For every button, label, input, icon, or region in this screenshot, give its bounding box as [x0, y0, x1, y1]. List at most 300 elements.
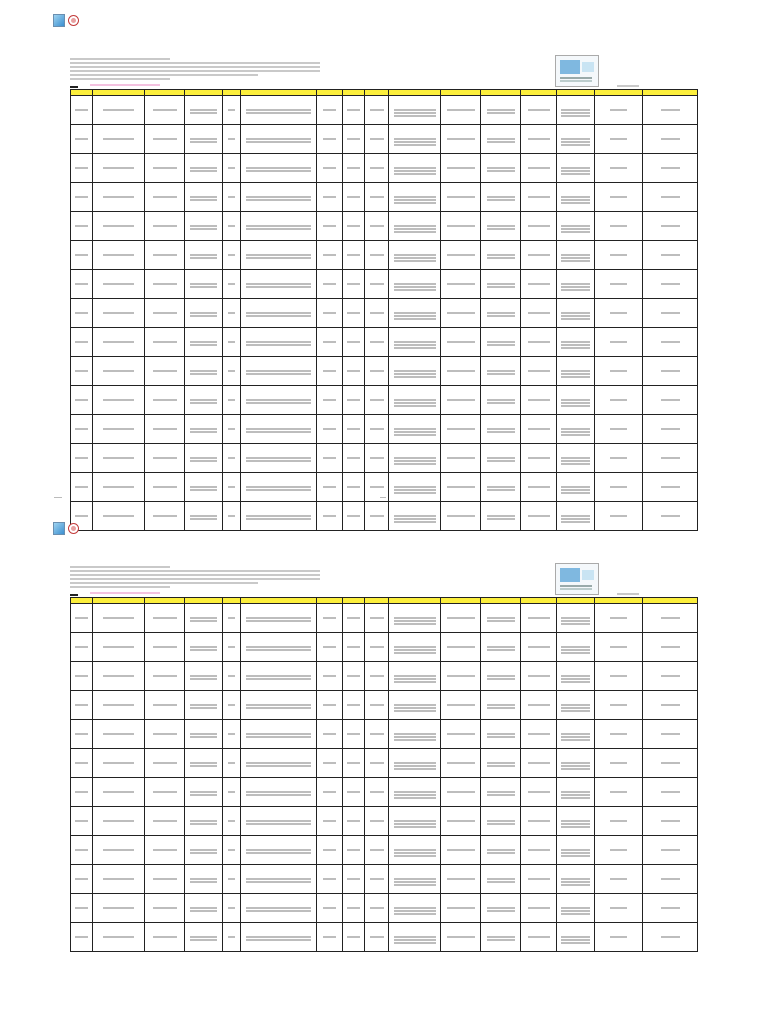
table-cell — [557, 328, 595, 357]
table-cell — [223, 183, 241, 212]
table-cell — [223, 633, 241, 662]
table-cell — [241, 444, 317, 473]
table-cell — [185, 154, 223, 183]
table-cell — [241, 415, 317, 444]
table-cell — [365, 807, 389, 836]
table-cell — [185, 778, 223, 807]
table-cell — [557, 96, 595, 125]
table-cell — [145, 183, 185, 212]
table-cell — [481, 154, 521, 183]
table-cell — [317, 125, 343, 154]
table-cell — [343, 96, 365, 125]
table-cell — [521, 865, 557, 894]
table-cell — [317, 894, 343, 923]
table-cell — [343, 836, 365, 865]
table-cell — [343, 241, 365, 270]
table-row — [71, 778, 698, 807]
table-cell — [595, 328, 643, 357]
table-cell — [481, 691, 521, 720]
table-cell — [71, 836, 93, 865]
table-cell — [643, 415, 698, 444]
table-cell — [317, 662, 343, 691]
notes-block — [70, 566, 320, 590]
shield-logo-icon — [68, 523, 79, 534]
table-cell — [71, 662, 93, 691]
table-cell — [93, 865, 145, 894]
table-row — [71, 604, 698, 633]
table-cell — [365, 415, 389, 444]
table-cell — [481, 923, 521, 952]
table-cell — [71, 299, 93, 328]
table-cell — [145, 923, 185, 952]
table-cell — [317, 96, 343, 125]
table-cell — [343, 749, 365, 778]
table-cell — [223, 865, 241, 894]
table-cell — [71, 894, 93, 923]
table-cell — [343, 386, 365, 415]
table-cell — [521, 183, 557, 212]
table-cell — [185, 807, 223, 836]
table-cell — [223, 328, 241, 357]
table-row — [71, 836, 698, 865]
table-cell — [557, 444, 595, 473]
table-cell — [595, 299, 643, 328]
table-row — [71, 183, 698, 212]
table-cell — [481, 633, 521, 662]
table-cell — [389, 836, 441, 865]
table-cell — [481, 357, 521, 386]
table-cell — [241, 270, 317, 299]
table-cell — [317, 212, 343, 241]
table-cell — [185, 749, 223, 778]
computer-logo-icon — [53, 522, 65, 535]
table-cell — [643, 662, 698, 691]
table-cell — [317, 749, 343, 778]
table-row — [71, 154, 698, 183]
notes-block — [70, 58, 320, 82]
table-cell — [145, 328, 185, 357]
table-cell — [595, 691, 643, 720]
table-cell — [643, 923, 698, 952]
table-cell — [223, 415, 241, 444]
table-cell — [481, 473, 521, 502]
table-cell — [389, 96, 441, 125]
table-cell — [145, 691, 185, 720]
table-cell — [93, 807, 145, 836]
table-cell — [93, 894, 145, 923]
table-row — [71, 125, 698, 154]
table-cell — [241, 923, 317, 952]
table-cell — [557, 154, 595, 183]
table-cell — [643, 633, 698, 662]
table-cell — [71, 720, 93, 749]
table-cell — [185, 299, 223, 328]
table-cell — [343, 604, 365, 633]
table-cell — [317, 386, 343, 415]
table-cell — [595, 473, 643, 502]
table-cell — [145, 604, 185, 633]
table-cell — [71, 386, 93, 415]
table-cell — [365, 662, 389, 691]
info-badge-image — [555, 55, 599, 87]
table-cell — [643, 778, 698, 807]
computer-logo-icon — [53, 14, 65, 27]
table-cell — [481, 444, 521, 473]
table-cell — [223, 241, 241, 270]
table-cell — [223, 357, 241, 386]
table-cell — [557, 212, 595, 241]
table-cell — [389, 270, 441, 299]
table-cell — [557, 865, 595, 894]
table-cell — [441, 894, 481, 923]
table-cell — [241, 299, 317, 328]
table-body — [71, 96, 698, 531]
table-cell — [643, 154, 698, 183]
table-cell — [521, 604, 557, 633]
table-cell — [557, 836, 595, 865]
table-cell — [93, 749, 145, 778]
table-cell — [223, 923, 241, 952]
table-cell — [145, 749, 185, 778]
table-cell — [71, 270, 93, 299]
table-cell — [241, 386, 317, 415]
table-cell — [441, 183, 481, 212]
table-cell — [343, 299, 365, 328]
table-row — [71, 241, 698, 270]
table-cell — [93, 357, 145, 386]
table-cell — [365, 604, 389, 633]
table-cell — [557, 270, 595, 299]
table-cell — [365, 299, 389, 328]
table-cell — [93, 444, 145, 473]
table-cell — [93, 154, 145, 183]
table-cell — [389, 923, 441, 952]
table-cell — [241, 894, 317, 923]
table-cell — [441, 241, 481, 270]
table-cell — [317, 183, 343, 212]
table-cell — [223, 691, 241, 720]
document-title — [300, 52, 468, 56]
table-cell — [145, 865, 185, 894]
table-cell — [481, 96, 521, 125]
table-row — [71, 662, 698, 691]
table-cell — [145, 386, 185, 415]
table-cell — [481, 662, 521, 691]
table-cell — [223, 386, 241, 415]
table-cell — [481, 604, 521, 633]
table-row — [71, 807, 698, 836]
table-row — [71, 270, 698, 299]
table-cell — [481, 894, 521, 923]
table-cell — [389, 778, 441, 807]
table-cell — [521, 836, 557, 865]
table-cell — [71, 604, 93, 633]
table-cell — [185, 328, 223, 357]
table-cell — [365, 865, 389, 894]
table-cell — [145, 633, 185, 662]
table-cell — [521, 299, 557, 328]
table-cell — [185, 386, 223, 415]
table-cell — [365, 749, 389, 778]
table-cell — [317, 633, 343, 662]
table-cell — [481, 328, 521, 357]
table-cell — [481, 270, 521, 299]
table-cell — [241, 212, 317, 241]
table-cell — [93, 299, 145, 328]
table-cell — [557, 923, 595, 952]
table-cell — [343, 212, 365, 241]
table-cell — [93, 96, 145, 125]
table-cell — [145, 125, 185, 154]
table-cell — [441, 720, 481, 749]
table-cell — [389, 154, 441, 183]
table-cell — [317, 865, 343, 894]
table-cell — [343, 720, 365, 749]
table-cell — [643, 720, 698, 749]
table-row — [71, 212, 698, 241]
table-cell — [145, 415, 185, 444]
table-cell — [441, 865, 481, 894]
table-cell — [343, 473, 365, 502]
table-cell — [241, 662, 317, 691]
table-cell — [241, 865, 317, 894]
table-cell — [71, 923, 93, 952]
table-cell — [93, 473, 145, 502]
table-cell — [595, 633, 643, 662]
table-row — [71, 386, 698, 415]
table-row — [71, 357, 698, 386]
table-cell — [223, 662, 241, 691]
table-cell — [595, 923, 643, 952]
table-cell — [223, 473, 241, 502]
table-row — [71, 444, 698, 473]
table-cell — [93, 241, 145, 270]
table-cell — [145, 807, 185, 836]
table-cell — [343, 357, 365, 386]
table-cell — [595, 778, 643, 807]
table-cell — [595, 96, 643, 125]
table-cell — [241, 328, 317, 357]
table-cell — [185, 691, 223, 720]
table-cell — [643, 604, 698, 633]
table-cell — [145, 444, 185, 473]
table-cell — [643, 807, 698, 836]
table-cell — [441, 662, 481, 691]
table-cell — [185, 633, 223, 662]
table-cell — [241, 691, 317, 720]
table-cell — [595, 865, 643, 894]
table-row — [71, 865, 698, 894]
table-cell — [317, 270, 343, 299]
table-cell — [521, 154, 557, 183]
table-cell — [71, 212, 93, 241]
table-cell — [557, 357, 595, 386]
table-cell — [71, 183, 93, 212]
document-page-1 — [0, 0, 768, 505]
table-cell — [93, 183, 145, 212]
table-cell — [145, 894, 185, 923]
table-cell — [643, 894, 698, 923]
table-cell — [557, 807, 595, 836]
table-cell — [557, 720, 595, 749]
table-cell — [521, 662, 557, 691]
table-cell — [185, 662, 223, 691]
table-body — [71, 604, 698, 952]
table-cell — [343, 328, 365, 357]
table-cell — [365, 444, 389, 473]
table-cell — [521, 386, 557, 415]
table-cell — [145, 720, 185, 749]
table-cell — [241, 473, 317, 502]
table-cell — [595, 836, 643, 865]
table-cell — [521, 749, 557, 778]
table-cell — [71, 691, 93, 720]
table-cell — [71, 633, 93, 662]
table-cell — [441, 633, 481, 662]
table-cell — [389, 299, 441, 328]
table-cell — [145, 270, 185, 299]
table-cell — [557, 894, 595, 923]
table-cell — [557, 241, 595, 270]
table-cell — [643, 270, 698, 299]
table-cell — [441, 415, 481, 444]
table-cell — [441, 807, 481, 836]
table-cell — [317, 154, 343, 183]
table-cell — [365, 720, 389, 749]
legend-key — [70, 594, 78, 596]
data-table — [70, 89, 698, 531]
table-cell — [185, 125, 223, 154]
table-cell — [595, 241, 643, 270]
table-cell — [643, 357, 698, 386]
table-row — [71, 894, 698, 923]
table-cell — [317, 604, 343, 633]
table-cell — [241, 633, 317, 662]
document-page-2 — [0, 508, 768, 1013]
table-cell — [185, 270, 223, 299]
table-cell — [223, 96, 241, 125]
table-cell — [223, 749, 241, 778]
table-cell — [145, 212, 185, 241]
table-cell — [389, 241, 441, 270]
table-cell — [389, 604, 441, 633]
table-cell — [317, 357, 343, 386]
table-cell — [595, 749, 643, 778]
table-cell — [93, 720, 145, 749]
table-cell — [145, 241, 185, 270]
info-badge-image — [555, 563, 599, 595]
table-cell — [93, 778, 145, 807]
table-cell — [441, 691, 481, 720]
table-cell — [521, 270, 557, 299]
table-cell — [185, 836, 223, 865]
table-cell — [185, 415, 223, 444]
table-cell — [595, 604, 643, 633]
table-cell — [93, 691, 145, 720]
table-cell — [241, 749, 317, 778]
table-cell — [481, 299, 521, 328]
table-cell — [365, 212, 389, 241]
table-row — [71, 299, 698, 328]
table-cell — [365, 328, 389, 357]
table-cell — [595, 357, 643, 386]
table-cell — [557, 473, 595, 502]
table-cell — [389, 212, 441, 241]
table-cell — [557, 662, 595, 691]
table-cell — [317, 241, 343, 270]
table-cell — [521, 96, 557, 125]
table-cell — [481, 720, 521, 749]
table-cell — [389, 691, 441, 720]
table-cell — [185, 604, 223, 633]
table-cell — [343, 633, 365, 662]
table-cell — [441, 778, 481, 807]
page-footer-left — [54, 497, 62, 498]
table-cell — [185, 894, 223, 923]
table-cell — [93, 633, 145, 662]
table-cell — [595, 386, 643, 415]
table-cell — [643, 386, 698, 415]
table-cell — [521, 444, 557, 473]
table-cell — [389, 125, 441, 154]
table-row — [71, 749, 698, 778]
table-cell — [241, 357, 317, 386]
table-cell — [71, 444, 93, 473]
table-cell — [185, 357, 223, 386]
table-cell — [93, 212, 145, 241]
table-cell — [389, 633, 441, 662]
table-cell — [317, 415, 343, 444]
table-cell — [521, 778, 557, 807]
table-cell — [223, 125, 241, 154]
table-cell — [223, 270, 241, 299]
table-cell — [241, 604, 317, 633]
table-cell — [595, 415, 643, 444]
table-cell — [343, 183, 365, 212]
table-cell — [71, 96, 93, 125]
table-cell — [241, 241, 317, 270]
table-cell — [643, 473, 698, 502]
table-cell — [521, 720, 557, 749]
table-cell — [389, 183, 441, 212]
table-cell — [441, 473, 481, 502]
table-cell — [389, 386, 441, 415]
table-cell — [185, 96, 223, 125]
table-cell — [71, 154, 93, 183]
table-cell — [343, 154, 365, 183]
table-cell — [595, 270, 643, 299]
table-cell — [441, 299, 481, 328]
table-cell — [241, 96, 317, 125]
table-cell — [441, 923, 481, 952]
table-cell — [481, 212, 521, 241]
table-cell — [389, 357, 441, 386]
table-row — [71, 328, 698, 357]
table-cell — [557, 415, 595, 444]
table-cell — [643, 183, 698, 212]
table-cell — [441, 357, 481, 386]
table-cell — [71, 415, 93, 444]
table-cell — [441, 270, 481, 299]
table-cell — [145, 778, 185, 807]
table-cell — [343, 923, 365, 952]
table-cell — [317, 923, 343, 952]
table-cell — [365, 125, 389, 154]
table-cell — [521, 807, 557, 836]
table-cell — [557, 778, 595, 807]
table-cell — [643, 299, 698, 328]
small-note — [617, 593, 639, 595]
